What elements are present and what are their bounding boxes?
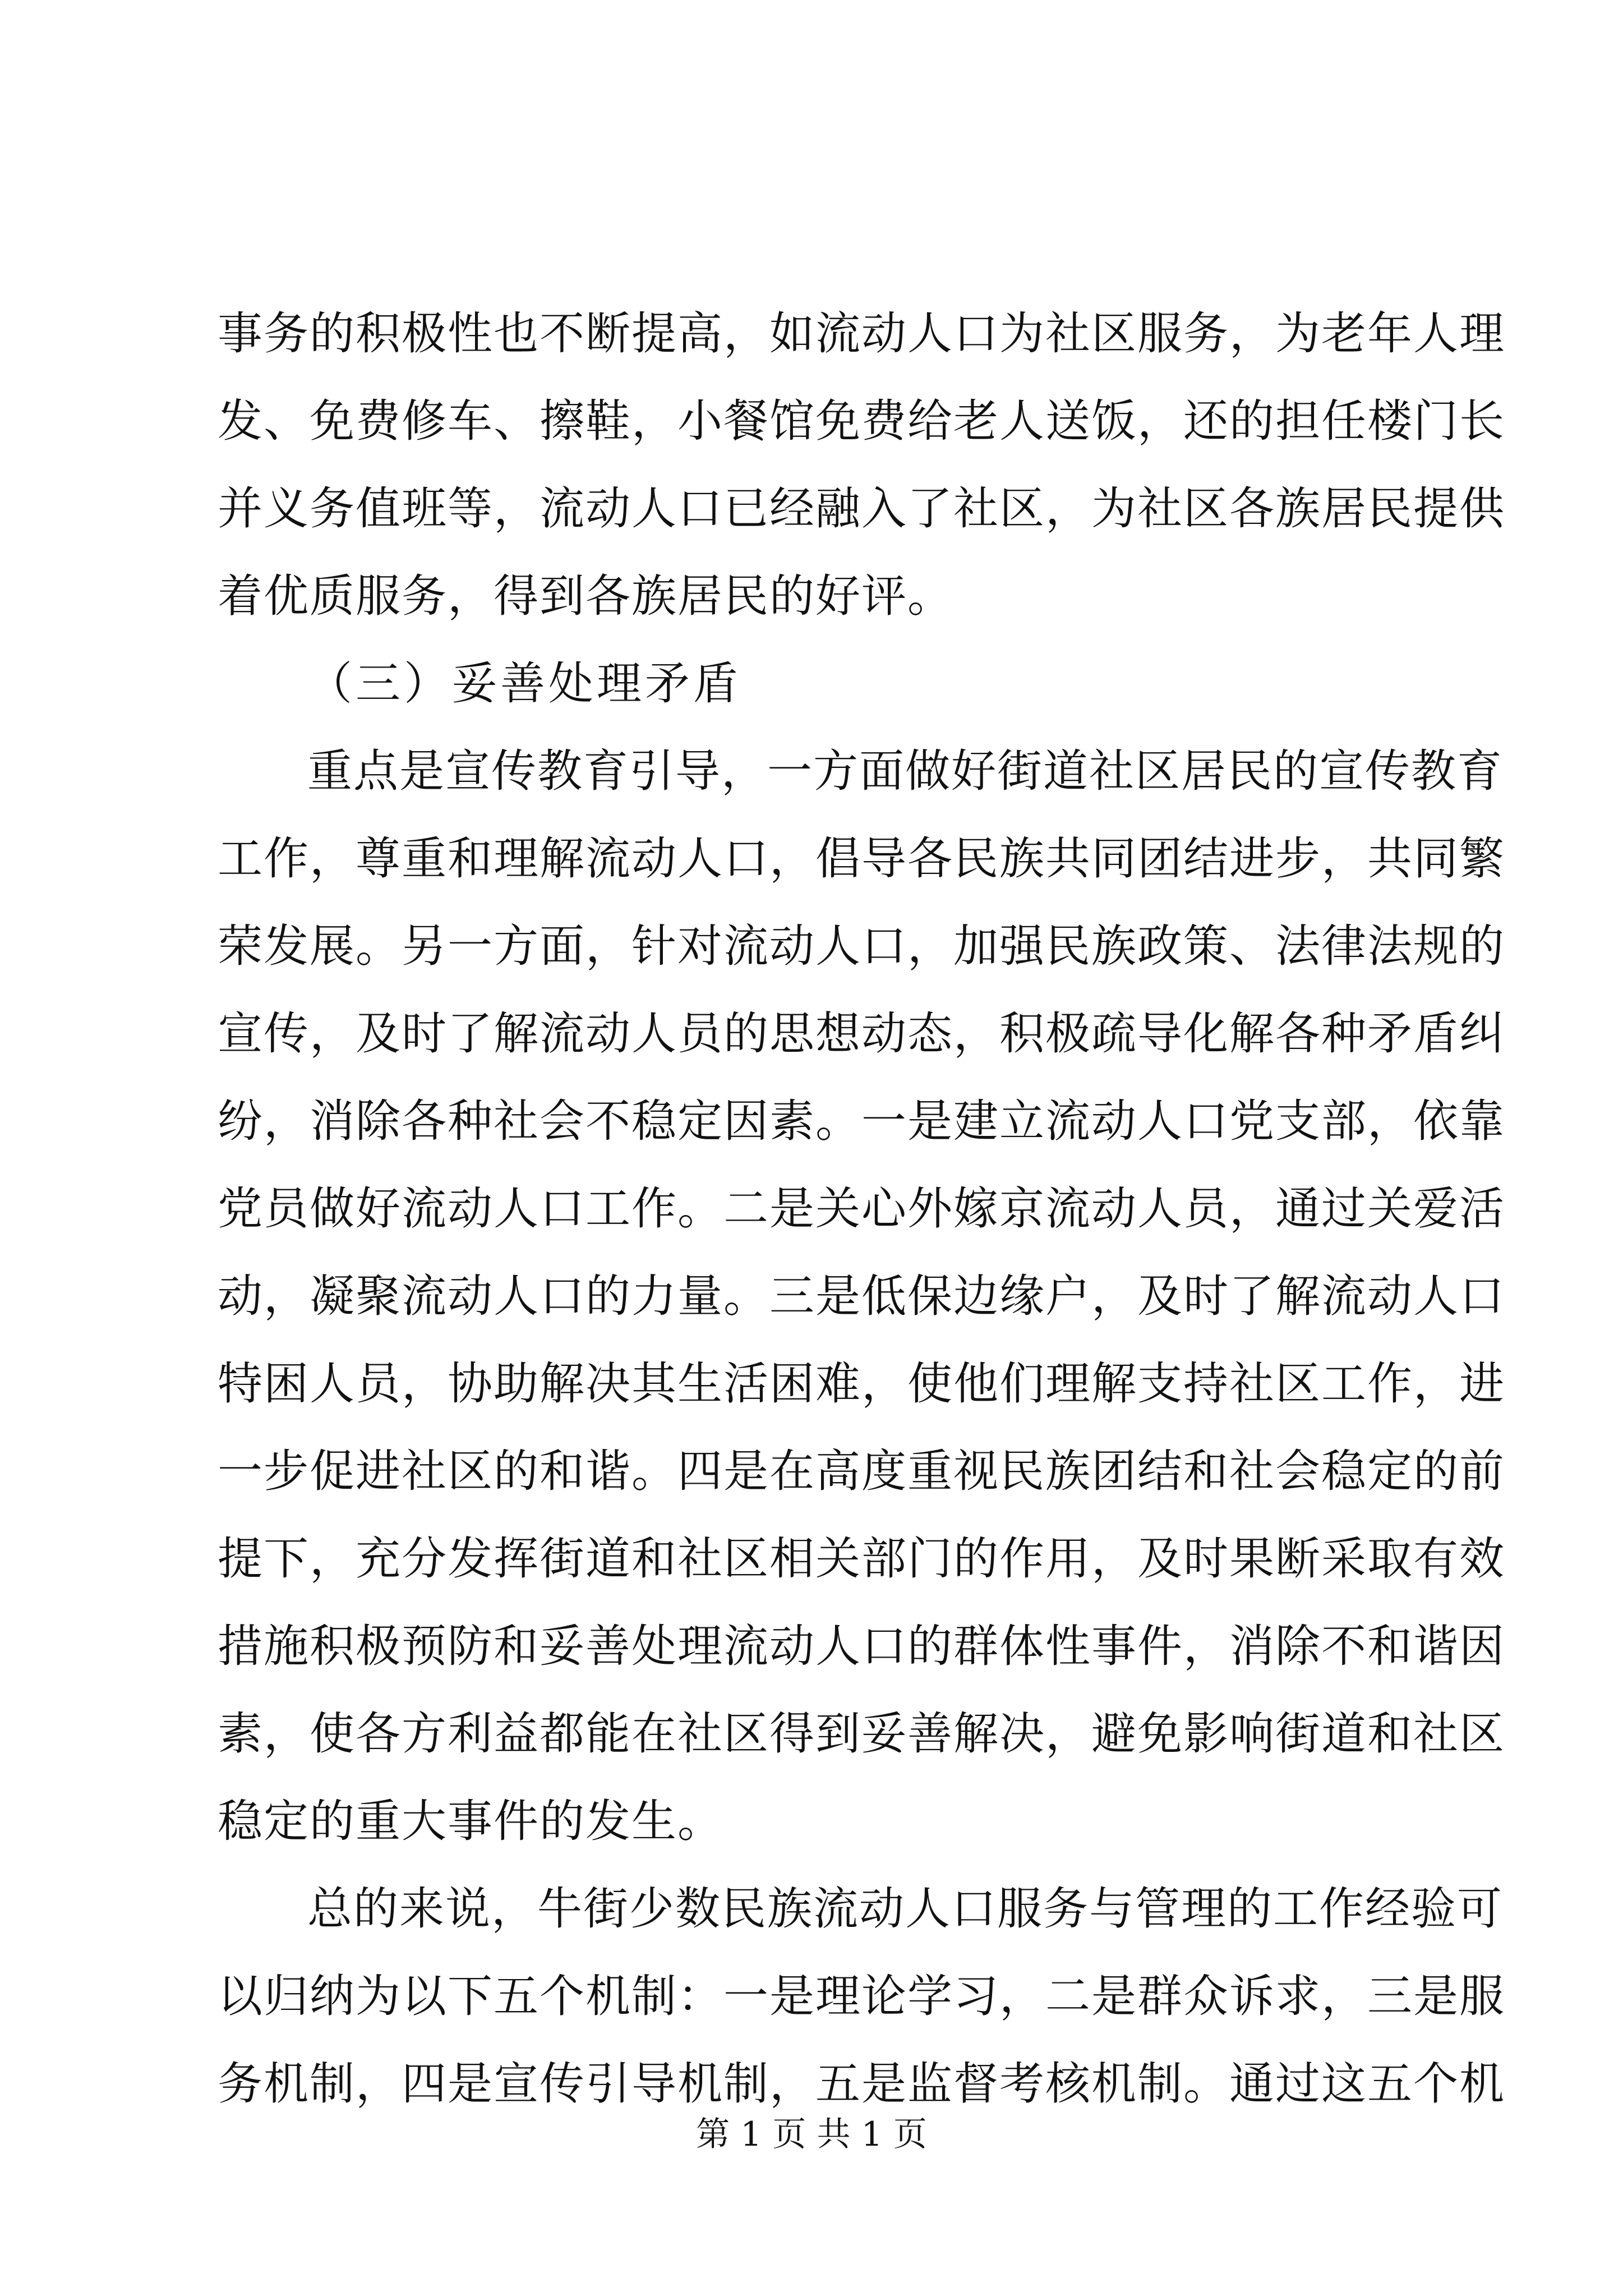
paragraph-line: 着优质服务，得到各族居民的好评。 <box>218 570 953 622</box>
paragraph-line: 党员做好流动人口工作。二是关心外嫁京流动人员，通过关爱活 <box>218 1182 1505 1235</box>
paragraph-line: 总的来说，牛街少数民族流动人口服务与管理的工作经验可 <box>307 1883 1503 1935</box>
paragraph-line: 纷，消除各种社会不稳定因素。一是建立流动人口党支部，依靠 <box>218 1095 1505 1147</box>
paragraph-line: 重点是宣传教育引导，一方面做好街道社区居民的宣传教育 <box>307 745 1503 797</box>
paragraph-line: 发、免费修车、擦鞋，小餐馆免费给老人送饭，还的担任楼门长 <box>218 395 1505 447</box>
paragraph-line: 事务的积极性也不断提高，如流动人口为社区服务，为老年人理 <box>218 307 1505 360</box>
paragraph-line: 以归纳为以下五个机制：一是理论学习，二是群众诉求，三是服 <box>218 1970 1505 2022</box>
paragraph-line: 工作，尊重和理解流动人口，倡导各民族共同团结进步，共同繁 <box>218 832 1505 885</box>
paragraph-line: 特困人员，协助解决其生活困难，使他们理解支持社区工作，进 <box>218 1358 1505 1410</box>
paragraph-line: 荣发展。另一方面，针对流动人口，加强民族政策、法律法规的 <box>218 920 1505 972</box>
paragraph-line: 并义务值班等，流动人口已经融入了社区，为社区各族居民提供 <box>218 482 1505 535</box>
section-heading: （三）妥善处理矛盾 <box>307 657 741 710</box>
paragraph-line: 素，使各方利益都能在社区得到妥善解决，避免影响街道和社区 <box>218 1708 1505 1760</box>
paragraph-line: 一步促进社区的和谐。四是在高度重视民族团结和社会稳定的前 <box>218 1445 1505 1497</box>
paragraph-line: 动，凝聚流动人口的力量。三是低保边缘户，及时了解流动人口 <box>218 1270 1505 1322</box>
paragraph-line: 措施积极预防和妥善处理流动人口的群体性事件，消除不和谐因 <box>218 1620 1505 1672</box>
paragraph-line: 宣传，及时了解流动人员的思想动态，积极疏导化解各种矛盾纠 <box>218 1007 1505 1060</box>
paragraph-line: 务机制，四是宣传引导机制，五是监督考核机制。通过这五个机 <box>218 2058 1505 2110</box>
paragraph-line: 稳定的重大事件的发生。 <box>218 1795 723 1847</box>
page-footer: 第 1 页 共 1 页 <box>696 2115 927 2154</box>
paragraph-line: 提下，充分发挥街道和社区相关部门的作用，及时果断采取有效 <box>218 1533 1505 1585</box>
